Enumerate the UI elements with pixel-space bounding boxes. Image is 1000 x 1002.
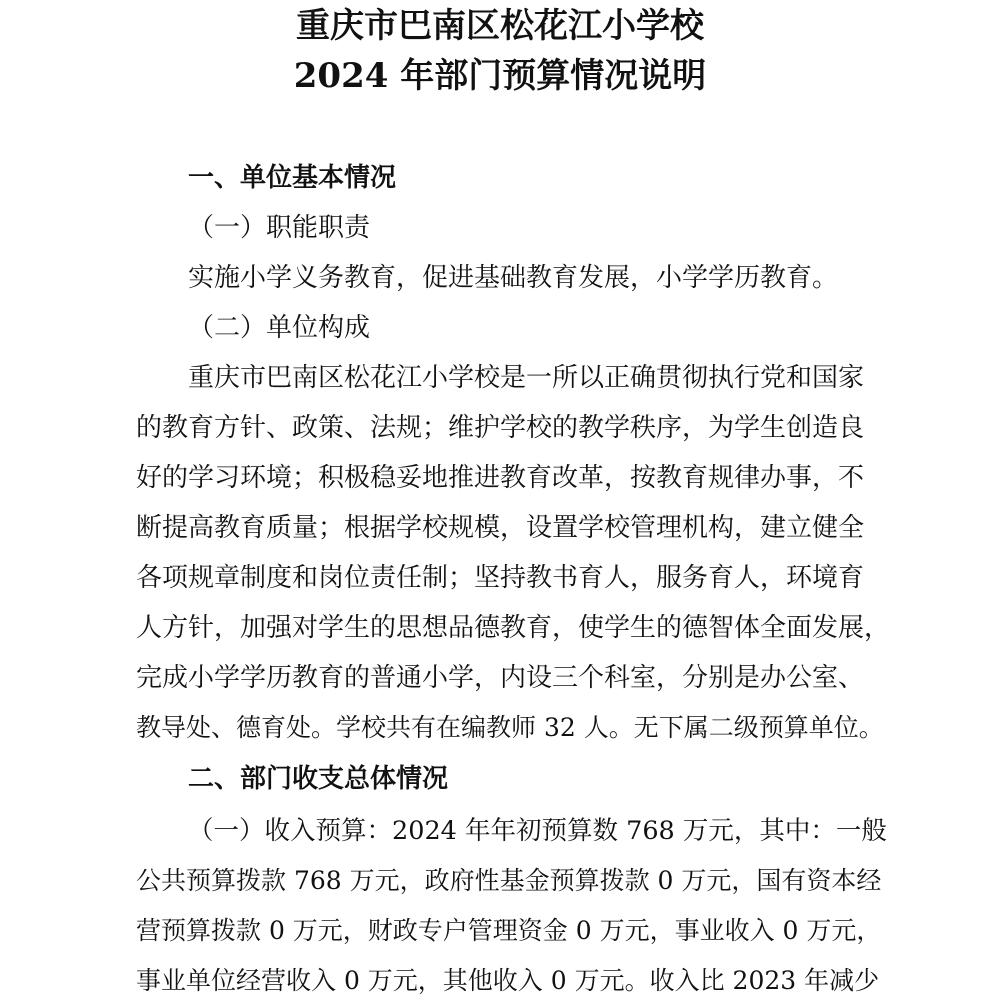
paragraph-line: 重庆市巴南区松花江小学校是一所以正确贯彻执行党和国家 — [188, 363, 865, 393]
paragraph-line: 事业单位经营收入 0 万元，其他收入 0 万元。收入比 2023 年减少 — [136, 966, 880, 995]
section-2-heading: 二、部门收支总体情况 — [188, 764, 449, 794]
section-1-sub-2-heading: （二）单位构成 — [188, 313, 371, 343]
paragraph-line: 教导处、德育处。学校共有在编教师 32 人。无下属二级预算单位。 — [136, 713, 884, 742]
paragraph-line: 完成小学学历教育的普通小学，内设三个科室，分别是办公室、 — [136, 663, 865, 693]
paragraph-line: 好的学习环境；积极稳妥地推进教育改革，按教育规律办事，不 — [136, 463, 865, 493]
paragraph-line: 营预算拨款 0 万元，财政专户管理资金 0 万元，事业收入 0 万元， — [136, 916, 882, 945]
paragraph-line: 各项规章制度和岗位责任制；坚持教书育人，服务育人，环境育 — [136, 563, 865, 593]
document-title-line-1: 重庆市巴南区松花江小学校 — [296, 6, 704, 46]
paragraph-line: 的教育方针、政策、法规；维护学校的教学秩序，为学生创造良 — [136, 413, 865, 443]
section-1-sub-1-heading: （一）职能职责 — [188, 213, 371, 243]
paragraph-line: 公共预算拨款 768 万元，政府性基金预算拨款 0 万元，国有资本经 — [136, 866, 882, 895]
document-title-line-2: 2024 年部门预算情况说明 — [293, 56, 707, 96]
paragraph-line: （一）收入预算：2024 年年初预算数 768 万元，其中：一般 — [188, 816, 887, 846]
paragraph-line: 人方针，加强对学生的思想品德教育，使学生的德智体全面发展， — [136, 613, 891, 643]
section-1-heading: 一、单位基本情况 — [188, 163, 397, 193]
section-1-sub-1-text: 实施小学义务教育，促进基础教育发展，小学学历教育。 — [188, 263, 839, 293]
paragraph-line: 断提高教育质量；根据学校规模，设置学校管理机构，建立健全 — [136, 513, 865, 543]
